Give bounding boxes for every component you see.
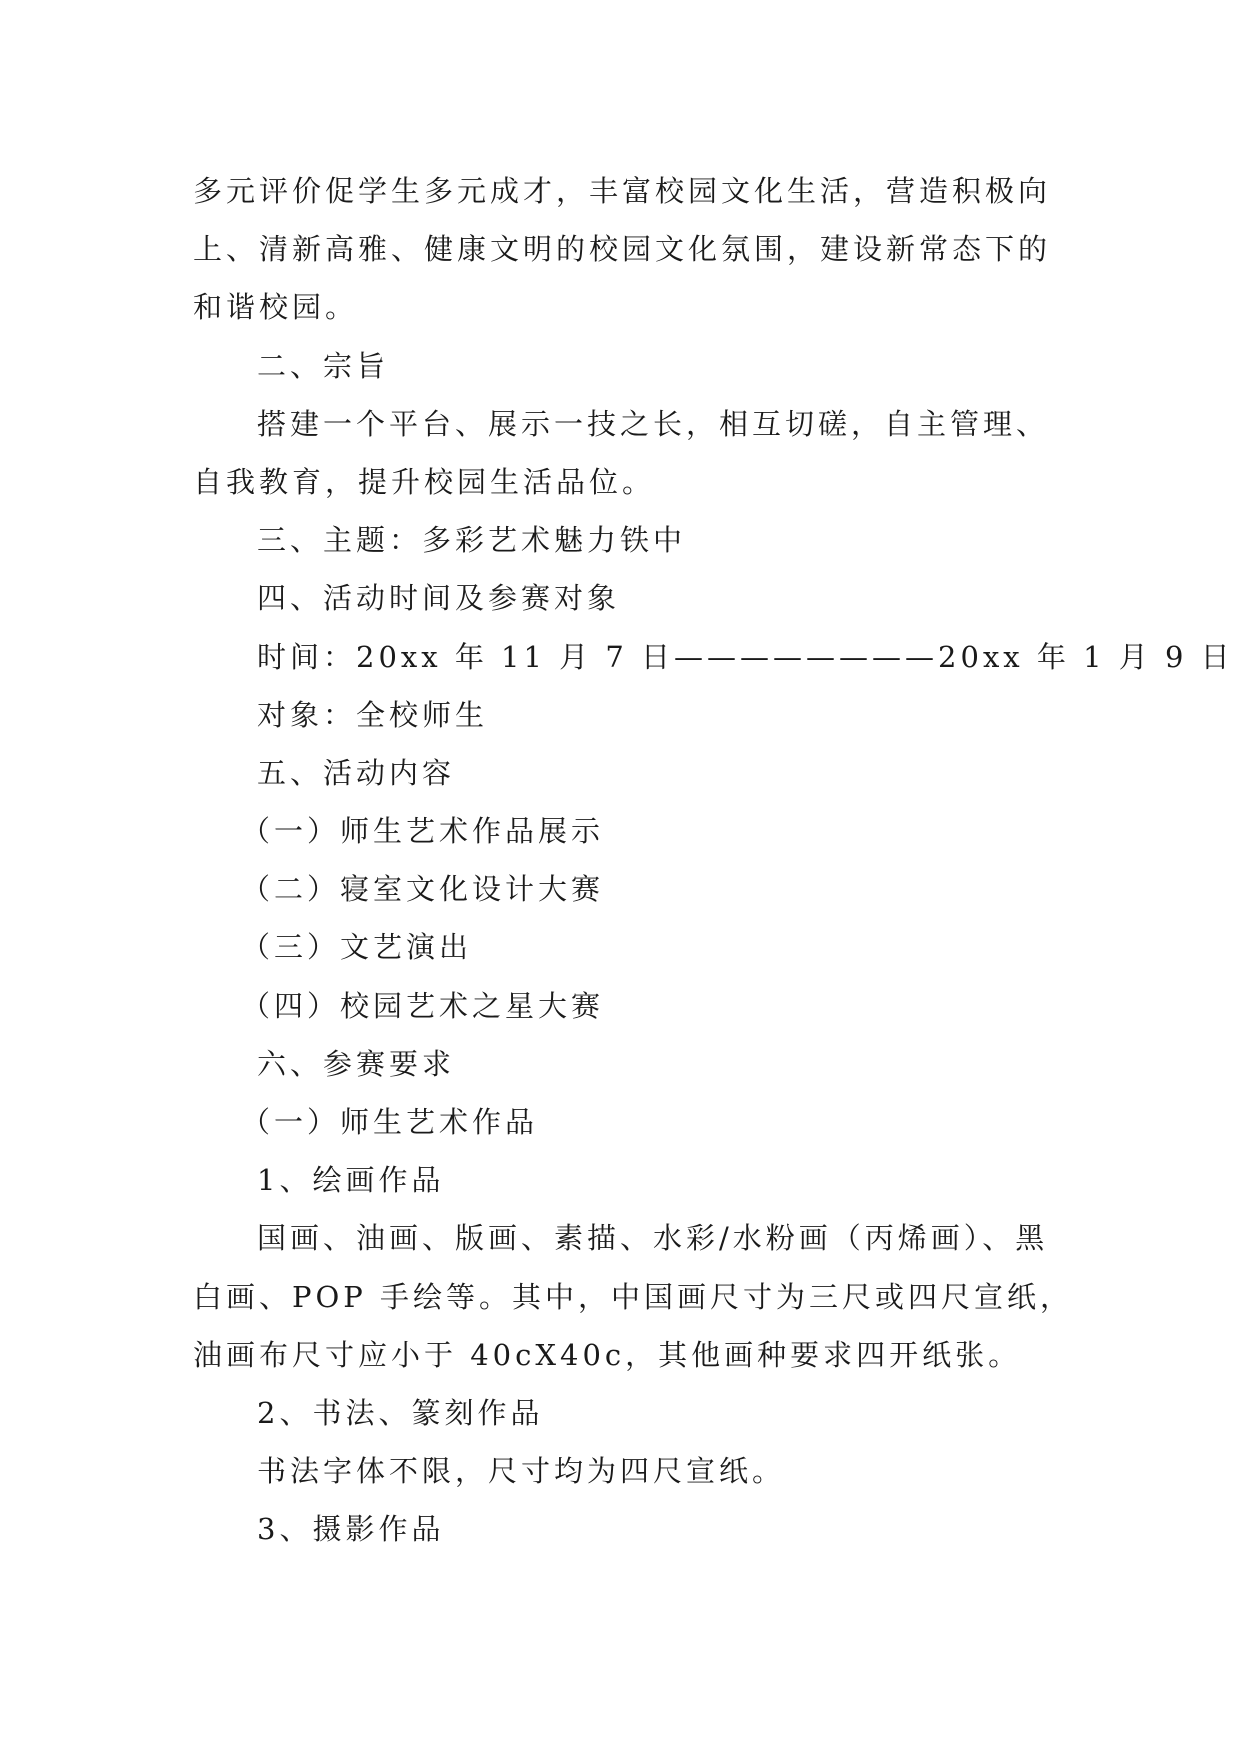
section-heading: 三、主题：多彩艺术魅力铁中 <box>257 523 687 558</box>
paragraph-line: 自我教育，提升校园生活品位。 <box>193 464 656 499</box>
paragraph-line: 和谐校园。 <box>193 290 359 325</box>
item-heading: 3、摄影作品 <box>257 1512 445 1547</box>
item-heading: 2、书法、篆刻作品 <box>257 1395 544 1430</box>
section-heading: 四、活动时间及参赛对象 <box>257 581 621 616</box>
list-item: （一）师生艺术作品展示 <box>241 814 605 849</box>
paragraph-line: 搭建一个平台、展示一技之长，相互切磋，自主管理、 <box>257 406 1050 441</box>
item-heading: 1、绘画作品 <box>257 1163 445 1198</box>
section-heading: 五、活动内容 <box>257 755 456 790</box>
document-body <box>193 162 1234 1559</box>
paragraph-line: 多元评价促学生多元成才，丰富校园文化生活，营造积极向 <box>193 174 1052 208</box>
section-heading: 六、参赛要求 <box>257 1046 456 1081</box>
section-heading: 二、宗旨 <box>257 348 390 383</box>
subsection-heading: （一）师生艺术作品 <box>241 1105 539 1139</box>
list-item: （四）校园艺术之星大赛 <box>241 988 605 1023</box>
paragraph-line: 白画、POP 手绘等。其中，中国画尺寸为三尺或四尺宣纸， <box>193 1279 1074 1314</box>
paragraph-line: 书法字体不限，尺寸均为四尺宣纸。 <box>257 1454 786 1489</box>
paragraph-line: 时间：20xx 年 11 月 7 日————————20xx 年 1 月 9 日 <box>257 639 1234 674</box>
paragraph-line: 油画布尺寸应小于 40cX40c，其他画种要求四开纸张。 <box>193 1337 1022 1372</box>
paragraph-line: 上、清新高雅、健康文明的校园文化氛围，建设新常态下的 <box>193 232 1052 267</box>
list-item: （二）寝室文化设计大赛 <box>241 872 605 907</box>
paragraph-line: 对象：全校师生 <box>257 697 489 732</box>
list-item: （三）文艺演出 <box>241 930 473 965</box>
paragraph-line: 国画、油画、版画、素描、水彩/水粉画（丙烯画）、黑 <box>257 1221 1049 1256</box>
